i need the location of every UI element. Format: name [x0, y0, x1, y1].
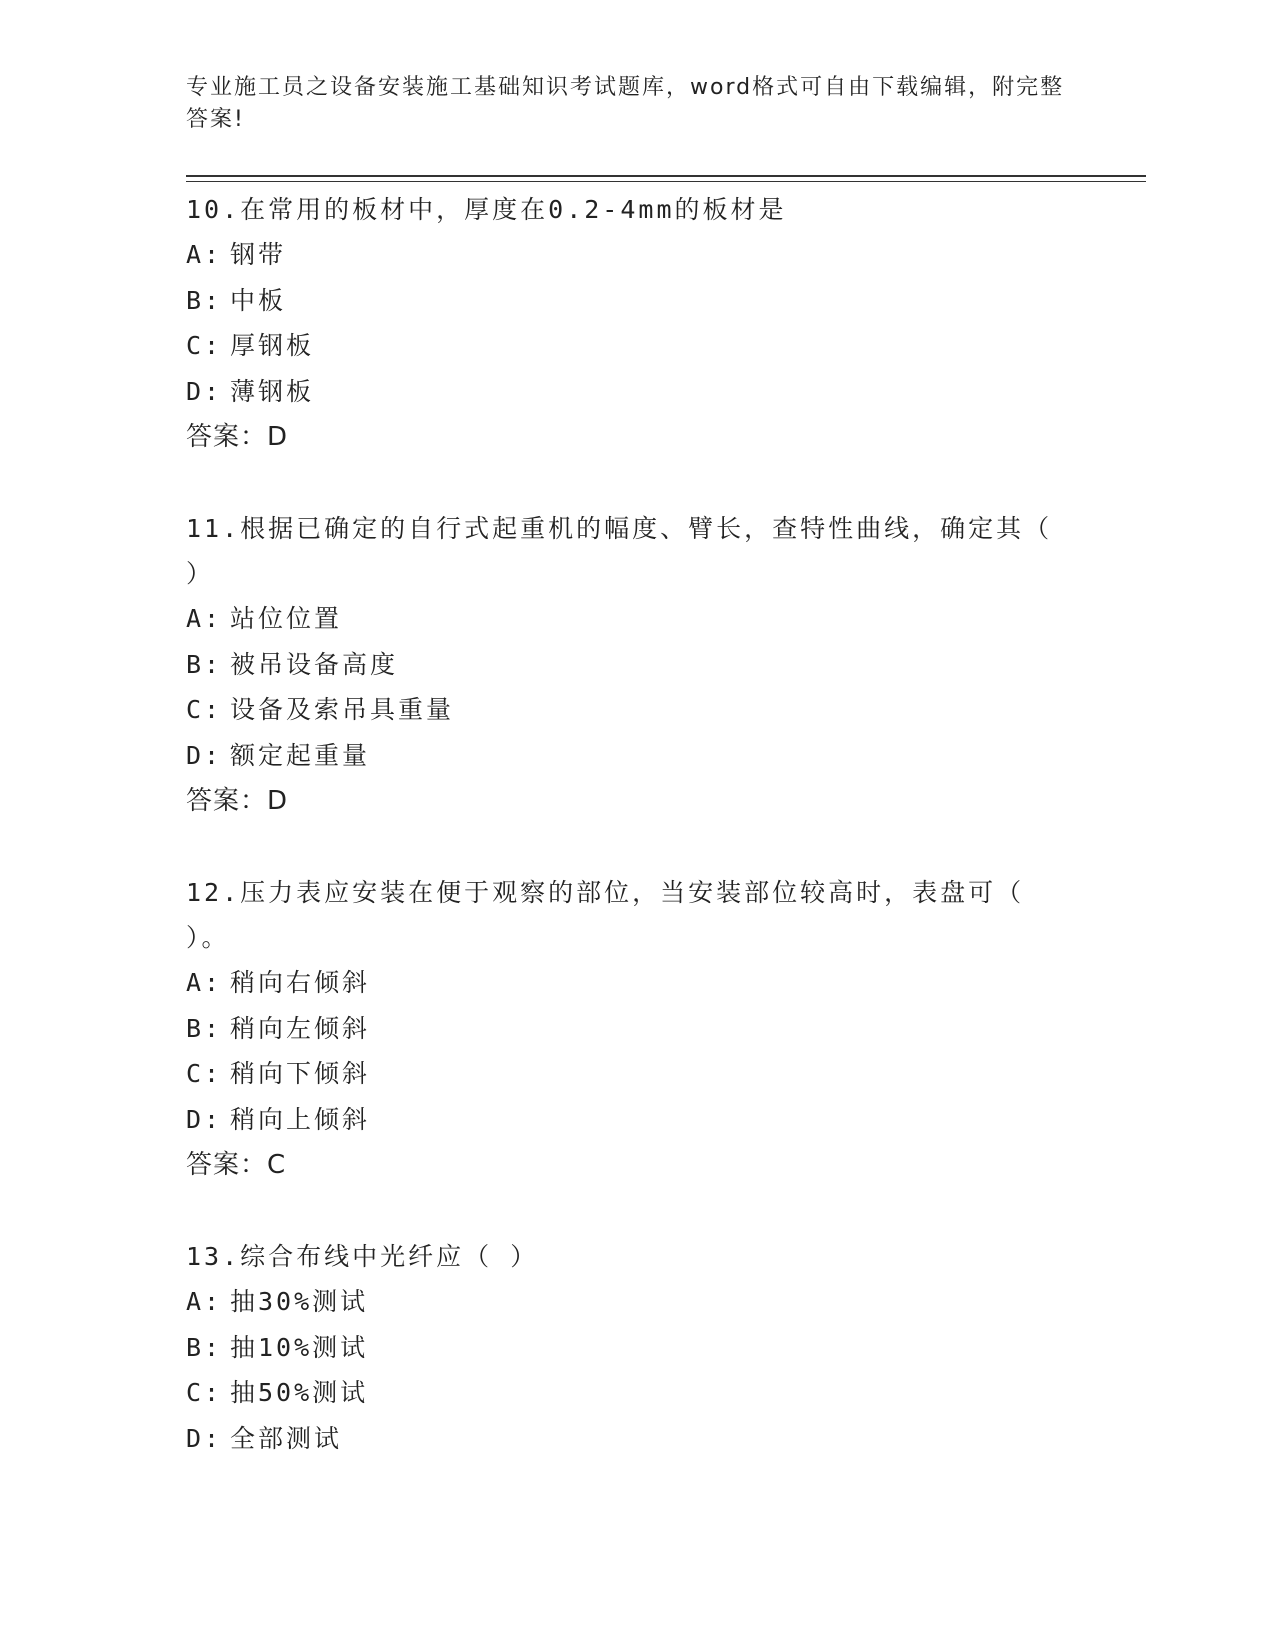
- question-stem: 11.根据已确定的自行式起重机的幅度、臂长，查特性曲线，确定其（ ）: [186, 514, 1053, 588]
- option-key: A:: [186, 968, 223, 997]
- option-a: [186, 232, 1086, 278]
- option-key: A:: [186, 604, 223, 633]
- option-b: [186, 278, 1086, 324]
- option-key: D:: [186, 376, 223, 406]
- option-text: 额定起重量: [230, 740, 371, 770]
- option-key: B:: [186, 1332, 223, 1362]
- option-text: 钢带: [230, 240, 287, 269]
- option-a: [186, 960, 1086, 1006]
- option-c: [186, 1051, 1086, 1097]
- option-c: [186, 1370, 1086, 1416]
- option-key: C:: [186, 1378, 223, 1407]
- option-key: C:: [186, 1059, 223, 1088]
- option-text: 抽50%测试: [230, 1378, 369, 1407]
- header-divider-thick: [186, 175, 1146, 177]
- option-a: [186, 1279, 1086, 1325]
- option-key: D:: [186, 740, 223, 770]
- option-text: 抽10%测试: [230, 1332, 369, 1362]
- option-text: 被吊设备高度: [230, 649, 399, 679]
- question-10: [186, 187, 1086, 460]
- option-key: D:: [186, 1423, 223, 1453]
- option-c: [186, 687, 1086, 733]
- option-key: A:: [186, 240, 223, 269]
- question-13: [186, 1234, 1086, 1461]
- option-c: [186, 323, 1086, 369]
- answer-line: 答案：D: [186, 786, 289, 816]
- option-text: 稍向右倾斜: [230, 968, 371, 997]
- option-text: 薄钢板: [230, 376, 315, 406]
- option-d: [186, 1416, 1086, 1462]
- option-d: [186, 733, 1086, 779]
- option-key: B:: [186, 649, 223, 679]
- question-stem: 13.综合布线中光纤应（ ）: [186, 1242, 539, 1271]
- option-text: 中板: [230, 285, 287, 315]
- option-d: [186, 369, 1086, 415]
- question-11: [186, 506, 1086, 824]
- option-key: C:: [186, 331, 223, 360]
- option-text: 站位位置: [230, 604, 343, 633]
- question-12: [186, 870, 1086, 1188]
- option-b: [186, 1325, 1086, 1371]
- option-b: [186, 1006, 1086, 1052]
- document-header: 专业施工员之设备安装施工基础知识考试题库，word格式可自由下载编辑，附完整答案!: [186, 75, 1065, 132]
- option-text: 全部测试: [230, 1423, 343, 1453]
- question-list: [186, 187, 1086, 1507]
- option-key: B:: [186, 285, 223, 315]
- answer-line: 答案：D: [186, 422, 289, 452]
- option-d: [186, 1097, 1086, 1143]
- option-text: 稍向上倾斜: [230, 1104, 371, 1134]
- option-text: 稍向左倾斜: [230, 1013, 371, 1043]
- option-key: B:: [186, 1013, 223, 1043]
- answer-line: 答案：C: [186, 1150, 287, 1180]
- option-text: 稍向下倾斜: [230, 1059, 371, 1088]
- question-stem: 10.在常用的板材中，厚度在0.2-4mm的板材是: [186, 195, 787, 224]
- option-key: C:: [186, 695, 223, 724]
- option-key: D:: [186, 1104, 223, 1134]
- option-a: [186, 596, 1086, 642]
- option-b: [186, 642, 1086, 688]
- option-text: 设备及索吊具重量: [230, 695, 455, 724]
- option-text: 厚钢板: [230, 331, 315, 360]
- option-text: 抽30%测试: [230, 1287, 369, 1316]
- header-divider-thin: [186, 181, 1146, 182]
- option-key: A:: [186, 1287, 223, 1316]
- question-stem: 12.压力表应安装在便于观察的部位，当安装部位较高时，表盘可（ ）。: [186, 878, 1025, 952]
